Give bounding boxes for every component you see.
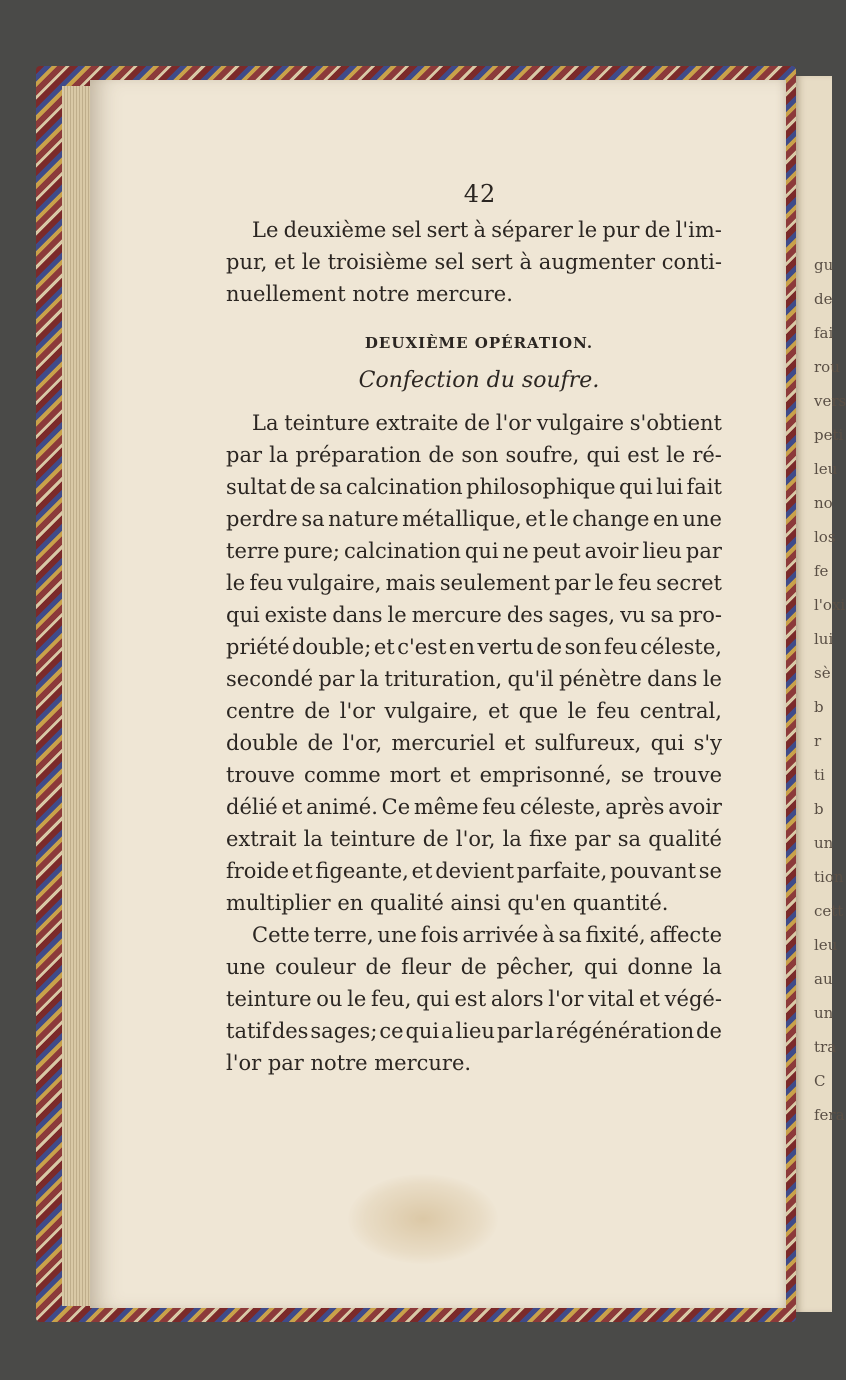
text-line: teinture ou le feu, qui est alors l'or vital et végé- [226,987,722,1011]
facing-page-fragment: tion [814,868,844,886]
facing-page-fragment: un [814,1004,834,1022]
facing-page-fragment: fai [814,324,834,342]
facing-page-fragment: de [814,290,833,308]
text-line: centre de l'or vulgaire, et que le feu central, [226,699,722,723]
text-line: sultat de sa calcination philosophique qui lui fait [226,475,722,499]
facing-page-fragment: fera [814,1106,845,1124]
paragraph-1 [226,407,722,919]
facing-page-fragment: los [814,528,836,546]
facing-page-fragment: no [814,494,833,512]
facing-page-fragment: C [814,1072,826,1090]
text-line: pur, et le troisième sel sert à augmenter conti- [226,250,722,274]
text-line: multiplier en qualité ainsi qu'en quantité. [226,891,669,915]
facing-page-edge [796,76,846,1312]
text-line: double de l'or, mercuriel et sulfureux, qui s'y [226,731,722,755]
section-title: Confection du soufre. [358,368,600,393]
text-line: trouve comme mort et emprisonné, se trouve [226,763,722,787]
text-line: nuellement notre mercure. [226,282,513,306]
paragraph-2 [226,919,722,1079]
text-line: froide et figeante, et devient parfaite, pouvant se [226,859,722,883]
facing-page-fragment: l'oxi [814,596,846,614]
page-text [226,180,722,1079]
intro-paragraph [226,214,722,310]
page-number: 42 [463,180,497,208]
text-line: extrait la teinture de l'or, la fixe par sa qualité [226,827,722,851]
text-line: perdre sa nature métallique, et le change en une [226,507,722,531]
facing-page-fragment: r [814,732,822,750]
facing-page-fragment: b [814,698,824,716]
text-line: Le deuxième sel sert à séparer le pur de l'im- [252,218,722,242]
facing-page-fragment: au [814,970,833,988]
facing-page-fragment: leu [814,936,838,954]
text-line: tatif des sages; ce qui a lieu par la régénération de [226,1019,722,1043]
section-heading: DEUXIÈME OPÉRATION. [364,334,594,352]
text-line: qui existe dans le mercure des sages, vu sa pro- [226,603,722,627]
text-line: l'or par notre mercure. [226,1051,472,1075]
facing-page-fragment: peti [814,426,844,444]
text-line: terre pure; calcination qui ne peut avoir lieu par [226,539,722,563]
text-line: le feu vulgaire, mais seulement par le feu secret [226,571,722,595]
facing-page-fragment: cett [814,902,844,920]
text-line: une couleur de fleur de pêcher, qui donne la [226,955,722,979]
text-line: priété double; et c'est en vertu de son feu céleste, [226,635,722,659]
facing-page-fragment: leu [814,460,838,478]
facing-page-fragment: gu [814,256,834,274]
text-line: La teinture extraite de l'or vulgaire s'obtient [252,411,722,435]
text-line: par la préparation de son soufre, qui est le ré- [226,443,722,467]
text-line: Cette terre, une fois arrivée à sa fixité, affecte [252,923,722,947]
text-line: secondé par la trituration, qu'il pénètre dans le [226,667,722,691]
paper-stain [348,1174,498,1264]
facing-page-fragment: tra [814,1038,837,1056]
facing-page-fragment: ti [814,766,825,784]
facing-page-fragment: rou [814,358,840,376]
facing-page-fragment: vers [814,392,846,410]
facing-page-fragment: lui [814,630,834,648]
facing-page-fragment: b [814,800,824,818]
facing-page-fragment: un [814,834,834,852]
facing-page-fragment: fe [814,562,829,580]
text-line: délié et animé. Ce même feu céleste, après avoir [226,795,722,819]
facing-page-fragment: sè [814,664,831,682]
